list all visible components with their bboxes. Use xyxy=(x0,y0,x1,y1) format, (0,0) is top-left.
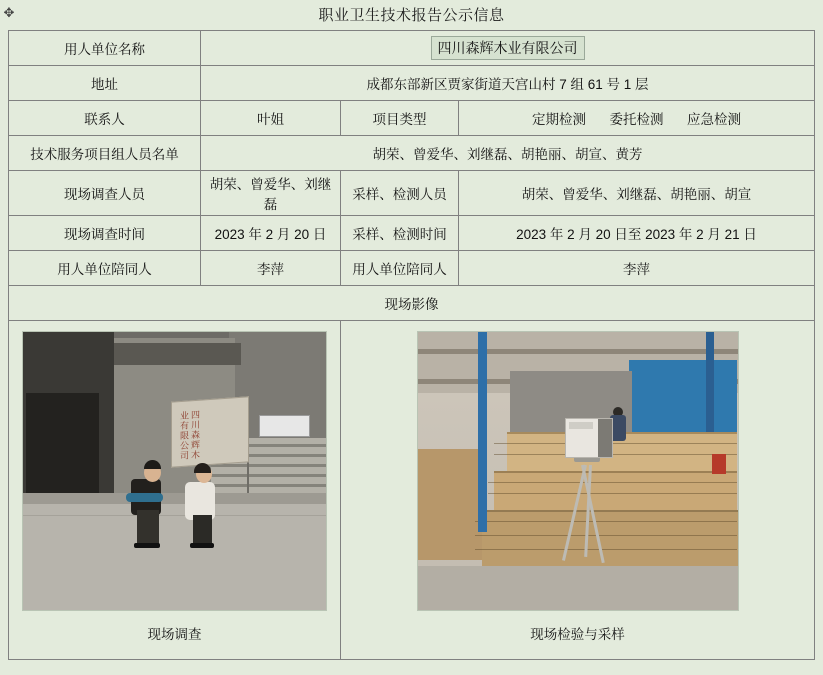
table-row xyxy=(8,31,814,66)
move-handle-icon[interactable]: ✥ xyxy=(3,5,15,20)
site-testing-caption: 现场检验与采样 xyxy=(530,627,625,642)
survey-time-label: 现场调查时间 xyxy=(8,216,200,251)
company-label: 用人单位名称 xyxy=(8,31,200,66)
table-row xyxy=(8,251,814,286)
team-value: 胡荣、曾爱华、刘继磊、胡艳丽、胡宣、黄芳 xyxy=(200,136,814,171)
table-row xyxy=(8,66,814,101)
contact-label: 联系人 xyxy=(8,101,200,136)
site-survey-photo xyxy=(22,331,327,611)
table-row xyxy=(8,286,814,321)
sampling-staff-label: 采样、检测人员 xyxy=(340,171,458,216)
site-survey-caption: 现场调查 xyxy=(147,627,202,642)
sampling-time-value: 2023 年 2 月 20 日至 2023 年 2 月 21 日 xyxy=(458,216,814,251)
survey-staff-label: 现场调查人员 xyxy=(8,171,200,216)
site-testing-photo-cell xyxy=(340,321,814,660)
media-row xyxy=(8,321,814,660)
team-label: 技术服务项目组人员名单 xyxy=(8,136,200,171)
project-type-options xyxy=(458,101,814,136)
company-signboard: 四川森辉木业有限公司 xyxy=(171,396,249,467)
company-value: 四川森辉木业有限公司 xyxy=(431,36,585,60)
table-row xyxy=(8,136,814,171)
site-survey-photo-cell xyxy=(8,321,340,660)
project-type-option-entrusted[interactable]: 委托检测 xyxy=(609,112,664,127)
project-type-option-periodic[interactable]: 定期检测 xyxy=(531,112,586,127)
accompany-label-2: 用人单位陪同人 xyxy=(340,251,458,286)
contact-value: 叶姐 xyxy=(200,101,340,136)
table-row xyxy=(8,171,814,216)
media-section-label: 现场影像 xyxy=(8,286,814,321)
sampling-instrument-icon xyxy=(565,418,613,458)
page-title: 职业卫生技术报告公示信息 xyxy=(318,7,505,24)
project-type-label: 项目类型 xyxy=(340,101,458,136)
site-testing-photo xyxy=(417,331,739,611)
sampling-time-label: 采样、检测时间 xyxy=(340,216,458,251)
accompany-value-2: 李萍 xyxy=(458,251,814,286)
survey-time-value: 2023 年 2 月 20 日 xyxy=(200,216,340,251)
address-value: 成都东部新区贾家街道天宫山村 7 组 61 号 1 层 xyxy=(200,66,814,101)
project-type-option-emergency[interactable]: 应急检测 xyxy=(687,112,742,127)
company-value-cell xyxy=(200,31,814,66)
accompany-label-1: 用人单位陪同人 xyxy=(8,251,200,286)
address-label: 地址 xyxy=(8,66,200,101)
survey-staff-value: 胡荣、曾爱华、刘继磊 xyxy=(200,171,340,216)
table-row xyxy=(8,101,814,136)
fire-box-icon xyxy=(712,454,726,474)
sampling-staff-value: 胡荣、曾爱华、刘继磊、胡艳丽、胡宣 xyxy=(458,171,814,216)
report-table xyxy=(8,30,815,660)
accompany-value-1: 李萍 xyxy=(200,251,340,286)
table-row xyxy=(8,216,814,251)
wall-plaque-icon xyxy=(259,415,309,436)
